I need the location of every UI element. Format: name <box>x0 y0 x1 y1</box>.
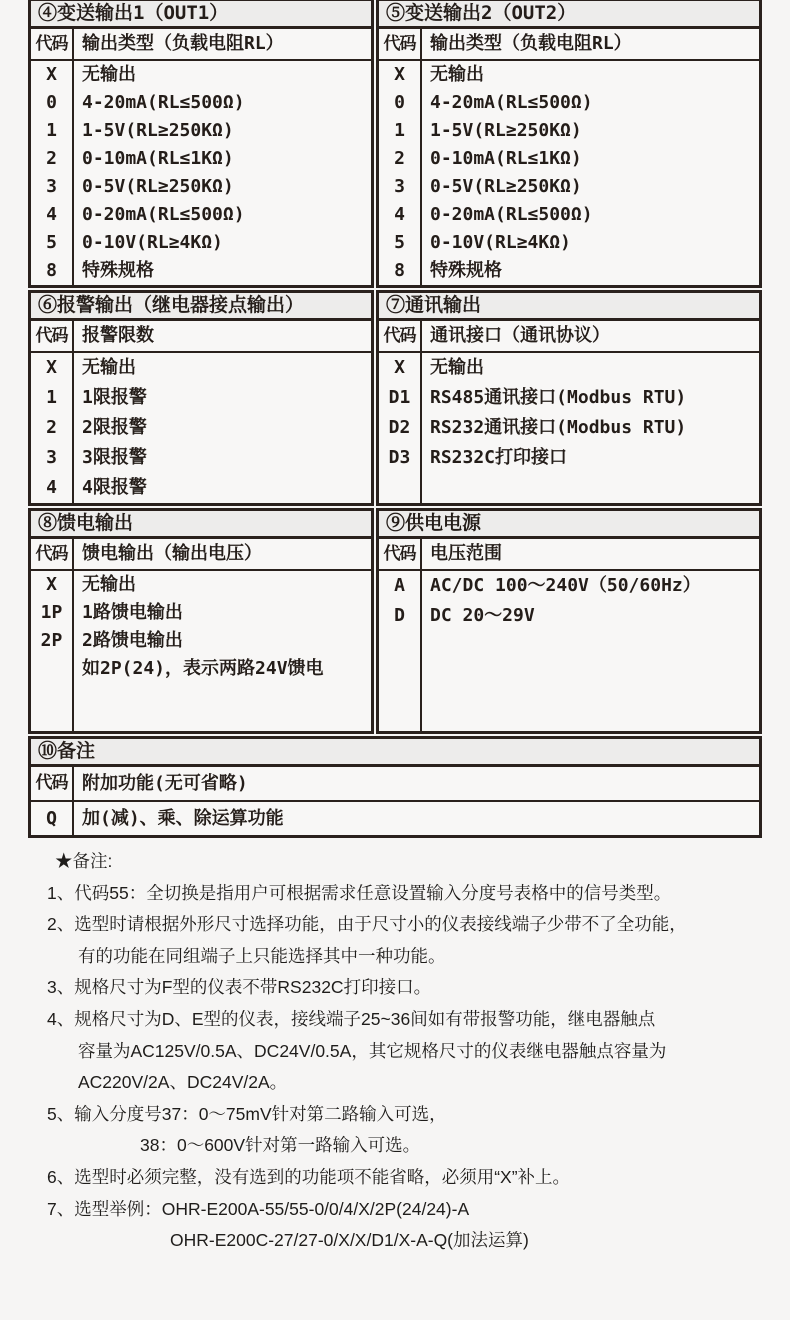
desc-cell: AC/DC 100～240V（50/60Hz） <box>430 575 701 596</box>
code-cell <box>31 655 72 683</box>
desc-cell: 2限报警 <box>82 417 147 438</box>
desc-cell: 1路馈电输出 <box>82 602 183 623</box>
desc-cell: 4-20mA(RL≤500Ω) <box>430 92 593 113</box>
desc-cell: 2路馈电输出 <box>82 630 183 651</box>
desc-cell: RS232通讯接口(Modbus RTU) <box>430 417 687 438</box>
desc-cell: DC 20～29V <box>430 605 535 626</box>
desc-cell: 0-5V(RL≥250KΩ) <box>82 176 234 197</box>
code-column <box>31 539 74 731</box>
section-remark <box>28 736 762 838</box>
desc-column <box>422 321 759 503</box>
code-cell: A <box>394 575 405 596</box>
section-power-title: ⑨供电电源 <box>379 511 759 539</box>
desc-cell: 1限报警 <box>82 387 147 408</box>
desc-cell: 无输出 <box>82 64 136 85</box>
code-column <box>379 29 422 285</box>
note-line-7: 7、选型举例：OHR-E200A-55/55-0/0/4/X/2P(24/24)-A <box>47 1198 470 1219</box>
code-header: 代码 <box>31 29 72 61</box>
desc-cell: 无输出 <box>430 64 484 85</box>
desc-header: 附加功能(无可省略) <box>74 767 759 802</box>
code-cell: D2 <box>388 417 411 438</box>
desc-header: 报警限数 <box>74 321 371 353</box>
footnotes <box>47 846 759 1257</box>
desc-cell: 0-10V(RL≥4KΩ) <box>82 232 223 253</box>
code-cell: 1 <box>394 120 405 141</box>
code-cell: D <box>394 605 405 626</box>
desc-cell: 无输出 <box>82 357 136 378</box>
notes-title: ★备注: <box>55 851 113 871</box>
section-power <box>376 508 762 734</box>
note-line-7b: OHR-E200C-27/27-0/X/X/D1/X-A-Q(加法运算) <box>170 1230 529 1251</box>
code-cell: X <box>46 357 57 378</box>
desc-cell: 加(减)、乘、除运算功能 <box>82 808 284 829</box>
code-cell: X <box>46 64 57 85</box>
desc-cell: 1-5V(RL≥250KΩ) <box>82 120 234 141</box>
code-cell: 4 <box>394 204 405 225</box>
desc-cell: 1-5V(RL≥250KΩ) <box>430 120 582 141</box>
code-cell: 1 <box>46 387 57 408</box>
desc-column <box>74 767 759 835</box>
code-cell: 2 <box>394 148 405 169</box>
desc-column <box>74 539 371 731</box>
desc-cell: 0-10V(RL≥4KΩ) <box>430 232 571 253</box>
code-cell: 5 <box>394 232 405 253</box>
desc-column <box>74 29 371 285</box>
code-cell: 2P <box>40 630 63 651</box>
section-pair-transmit <box>28 0 762 288</box>
note-line-5: 5、输入分度号37：0～75mV针对第二路输入可选， <box>47 1103 447 1124</box>
code-cell: 3 <box>394 176 405 197</box>
desc-cell: 0-10mA(RL≤1KΩ) <box>430 148 582 169</box>
code-cell: 2 <box>46 148 57 169</box>
code-cell: 4 <box>46 477 57 498</box>
code-header: 代码 <box>379 321 420 353</box>
code-cell: 3 <box>46 176 57 197</box>
note-line-5b: 38：0～600V针对第一路输入可选。 <box>140 1135 421 1156</box>
code-header: 代码 <box>31 767 72 802</box>
desc-cell: 如2P(24)，表示两路24V馈电 <box>82 658 324 679</box>
desc-header: 通讯接口（通讯协议） <box>422 321 759 353</box>
section-remark-title: ⑩备注 <box>31 739 759 767</box>
selection-spec-table <box>28 0 762 838</box>
section-alarm-title: ⑥报警输出（继电器接点输出） <box>31 293 371 321</box>
section-alarm <box>28 290 374 506</box>
section-pair-alarm-comm <box>28 290 762 506</box>
code-cell: 0 <box>394 92 405 113</box>
desc-cell: 4-20mA(RL≤500Ω) <box>82 92 245 113</box>
desc-column <box>422 29 759 285</box>
section-out1 <box>28 0 374 288</box>
code-cell: 5 <box>46 232 57 253</box>
desc-cell: RS232C打印接口 <box>430 447 568 468</box>
note-line-4: 4、规格尺寸为D、E型的仪表，接线端子25~36间如有带报警功能，继电器触点 <box>47 1008 656 1029</box>
desc-cell: RS485通讯接口(Modbus RTU) <box>430 387 687 408</box>
desc-column <box>422 539 759 731</box>
desc-header: 输出类型（负载电阻RL） <box>422 29 759 61</box>
desc-header: 馈电输出（输出电压） <box>74 539 371 571</box>
desc-header: 电压范围 <box>422 539 759 571</box>
section-pair-feed-power <box>28 508 762 734</box>
code-cell: 8 <box>46 260 57 281</box>
code-cell: 4 <box>46 204 57 225</box>
desc-cell: 0-20mA(RL≤500Ω) <box>430 204 593 225</box>
note-line-2b: 有的功能在同组端子上只能选择其中一种功能。 <box>78 945 446 966</box>
code-column <box>31 321 74 503</box>
code-cell: 2 <box>46 417 57 438</box>
code-cell: X <box>46 574 57 595</box>
desc-cell: 0-20mA(RL≤500Ω) <box>82 204 245 225</box>
desc-cell: 无输出 <box>82 574 136 595</box>
code-cell: 0 <box>46 92 57 113</box>
section-out2 <box>376 0 762 288</box>
section-comm-title: ⑦通讯输出 <box>379 293 759 321</box>
code-header: 代码 <box>31 321 72 353</box>
section-row-remark <box>28 736 762 838</box>
note-line-1: 1、代码55：全切换是指用户可根据需求任意设置输入分度号表格中的信号类型。 <box>47 882 672 903</box>
note-line-4c: AC220V/2A、DC24V/2A。 <box>78 1072 288 1093</box>
code-cell: D1 <box>388 387 411 408</box>
code-column <box>379 539 422 731</box>
section-feed-title: ⑧馈电输出 <box>31 511 371 539</box>
desc-cell: 3限报警 <box>82 447 147 468</box>
code-column <box>379 321 422 503</box>
code-cell: Q <box>46 808 57 829</box>
section-feed <box>28 508 374 734</box>
note-line-3: 3、规格尺寸为F型的仪表不带RS232C打印接口。 <box>47 977 432 998</box>
code-cell: 8 <box>394 260 405 281</box>
note-line-4b: 容量为AC125V/0.5A、DC24V/0.5A，其它规格尺寸的仪表继电器触点容量为 <box>78 1040 667 1061</box>
code-column <box>31 29 74 285</box>
desc-column <box>74 321 371 503</box>
desc-header: 输出类型（负载电阻RL） <box>74 29 371 61</box>
desc-cell: 4限报警 <box>82 477 147 498</box>
code-cell: X <box>394 357 405 378</box>
note-line-2: 2、选型时请根据外形尺寸选择功能，由于尺寸小的仪表接线端子少带不了全功能， <box>47 914 687 935</box>
section-out1-title: ④变送输出1（OUT1） <box>31 1 371 29</box>
desc-cell: 无输出 <box>430 357 484 378</box>
section-out2-title: ⑤变送输出2（OUT2） <box>379 1 759 29</box>
section-comm <box>376 290 762 506</box>
note-line-6: 6、选型时必须完整，没有选到的功能项不能省略，必须用“X”补上。 <box>47 1166 571 1187</box>
desc-cell: 0-10mA(RL≤1KΩ) <box>82 148 234 169</box>
desc-cell: 特殊规格 <box>82 260 154 281</box>
code-cell: 1P <box>40 602 63 623</box>
code-cell: X <box>394 64 405 85</box>
code-header: 代码 <box>379 539 420 571</box>
code-cell: D3 <box>388 447 411 468</box>
code-header: 代码 <box>31 539 72 571</box>
code-header: 代码 <box>379 29 420 61</box>
code-column <box>31 767 74 835</box>
desc-cell: 特殊规格 <box>430 260 502 281</box>
desc-cell: 0-5V(RL≥250KΩ) <box>430 176 582 197</box>
code-cell: 3 <box>46 447 57 468</box>
code-cell: 1 <box>46 120 57 141</box>
